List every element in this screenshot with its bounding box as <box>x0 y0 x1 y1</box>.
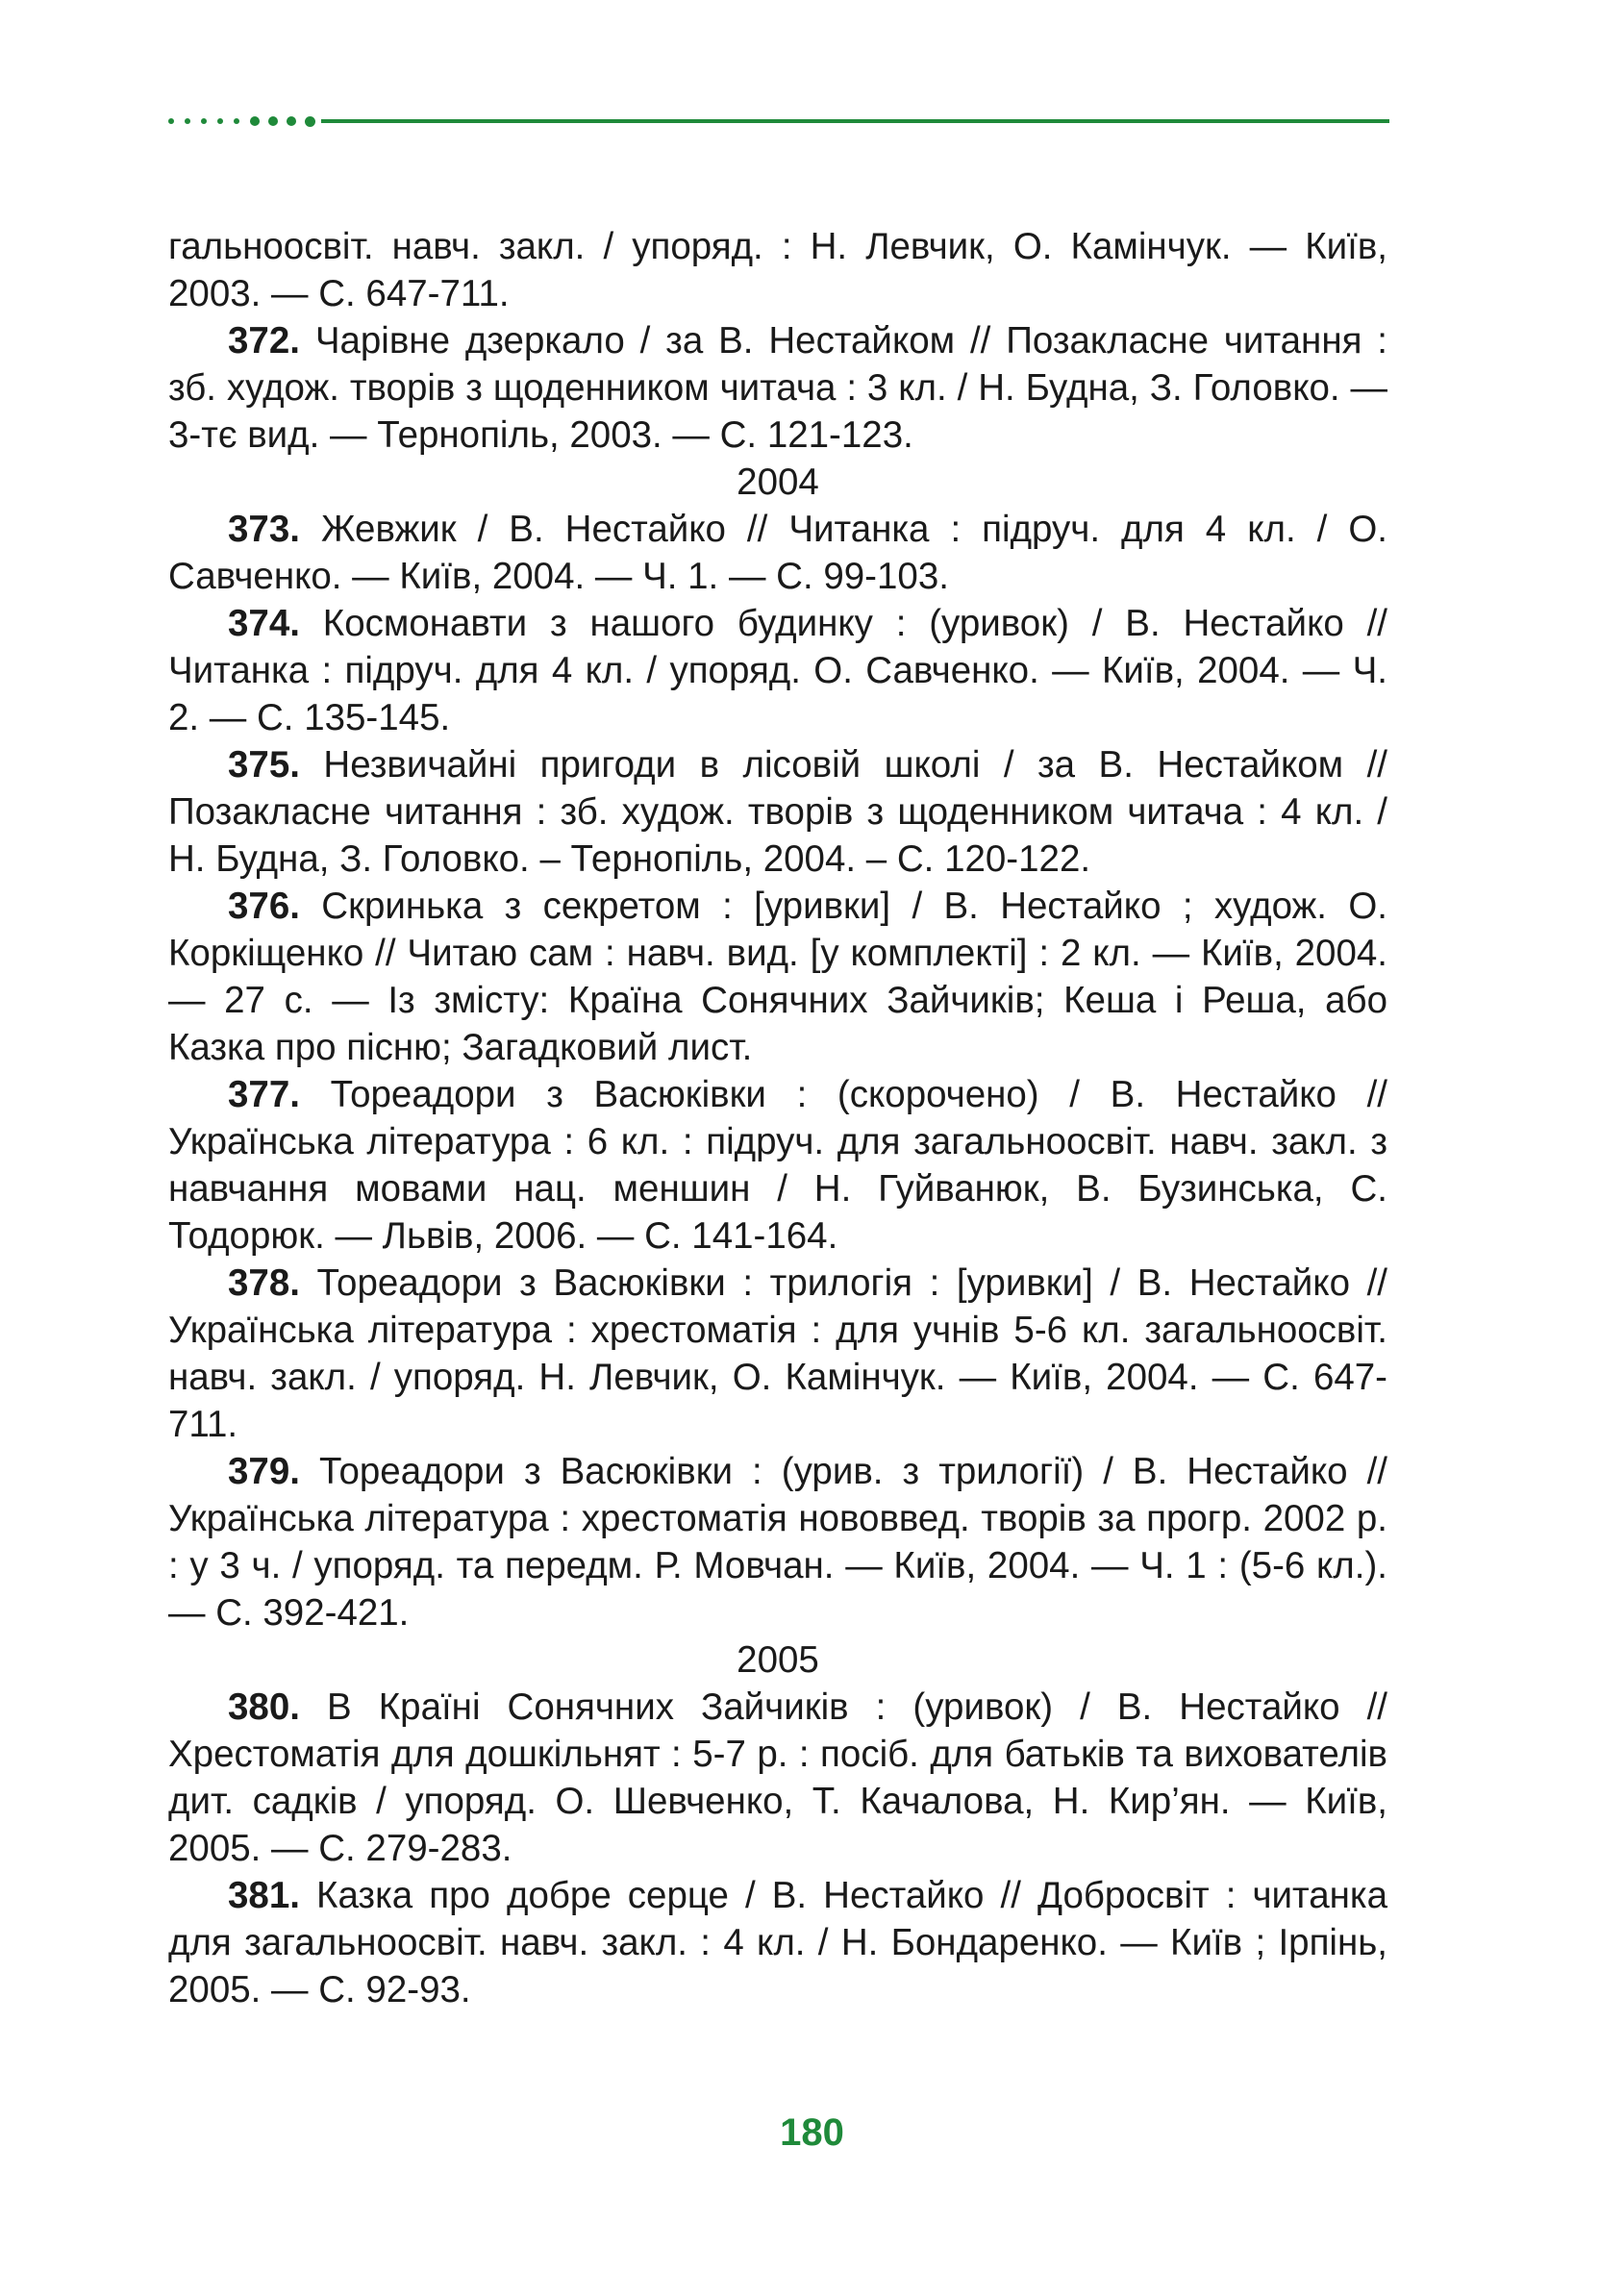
entry-text: Жевжик / В. Нестайко // Читанка : підруч. для 4 кл. / О. Савченко. — Київ, 2004. — Ч. 1. — С. 99-103. <box>168 509 1387 597</box>
rule-dot <box>268 116 278 126</box>
entry-text: Космонавти з нашого будинку : (уривок) / В. Нестайко // Читанка : підруч. для 4 кл. / упоряд. О. Савченко. — Київ, 2004. — Ч. 2. — С. 135-145. <box>168 603 1387 738</box>
entry-375 <box>168 741 1387 883</box>
entry-text: Тореадори з Васюківки : трилогія : [уривки] / В. Нестайко // Українська література : хрестоматія : для учнів 5-6 кл. загальноосвіт. навч. закл. / упоряд. Н. Левчик, О. Камінчук. — Київ, 2004. — С. 647-711. <box>168 1262 1387 1445</box>
rule-dot <box>305 116 315 127</box>
entry-text: Тореадори з Васюківки : (скорочено) / В. Нестайко // Українська література : 6 кл. : підруч. для загальноосвіт. навч. закл. з навчання мовами нац. меншин / Н. Гуйванюк, В. Бузинська, С. Тодорюк. — Львів, 2006. — С. 141-164. <box>168 1074 1387 1257</box>
header-rule <box>168 113 1389 129</box>
entry-372 <box>168 317 1387 459</box>
bibliography-list <box>168 223 1387 2013</box>
entry-377 <box>168 1071 1387 1260</box>
entry-number: 378. <box>228 1262 300 1304</box>
entry-380 <box>168 1684 1387 1872</box>
rule-dot <box>250 116 260 126</box>
entry-381 <box>168 1872 1387 2013</box>
entry-text: Казка про добре серце / В. Нестайко // Добросвіт : читанка для загальноосвіт. навч. закл. : 4 кл. / Н. Бондаренко. — Київ ; Ірпінь, 2005. — С. 92-93. <box>168 1875 1388 2010</box>
continuation-text: гальноосвіт. навч. закл. / упоряд. : Н. Левчик, О. Камінчук. — Київ, 2003. — С. 647-711. <box>168 226 1387 314</box>
rule-dot <box>217 118 223 124</box>
entry-text: Скринька з секретом : [уривки] / В. Нестайко ; худож. О. Коркіщенко // Читаю сам : навч. вид. [у комплекті] : 2 кл. — Київ, 2004. — 27 с. — Із змісту: Країна Сонячних Зайчиків; Кеша і Реша, або Казка про пісню; Загадковий лист. <box>168 886 1387 1068</box>
rule-dot <box>234 118 239 124</box>
entry-376 <box>168 883 1387 1071</box>
entry-text: Незвичайні пригоди в лісовій школі / за В. Нестайком // Позакласне читання : зб. худож. творів з щоденником читача : 4 кл. / Н. Будна, З. Головко. – Тернопіль, 2004. – С. 120-122. <box>168 744 1387 880</box>
rule-dot <box>201 118 207 124</box>
entry-text: Чарівне дзеркало / за В. Нестайком // Позакласне читання : зб. худож. творів з щоденником читача : 3 кл. / Н. Будна, З. Головко. — 3-тє вид. — Тернопіль, 2003. — С. 121-123. <box>168 320 1387 456</box>
entry-number: 375. <box>228 744 300 786</box>
year-heading-2004: 2004 <box>737 462 819 503</box>
entry-number: 376. <box>228 886 300 927</box>
entry-number: 372. <box>228 320 300 362</box>
entry-373 <box>168 506 1387 600</box>
year-heading-2005: 2005 <box>737 1639 819 1681</box>
entry-number: 379. <box>228 1451 300 1492</box>
entry-number: 373. <box>228 509 300 550</box>
entry-378 <box>168 1260 1387 1448</box>
entry-374 <box>168 600 1387 741</box>
entry-number: 380. <box>228 1686 300 1728</box>
rule-line <box>321 119 1389 123</box>
rule-dot <box>168 118 174 124</box>
entry-number: 377. <box>228 1074 300 1115</box>
entry-379 <box>168 1448 1387 1636</box>
rule-dot <box>287 116 296 126</box>
rule-dot <box>185 118 190 124</box>
entry-number: 381. <box>228 1875 300 1916</box>
entry-text: В Країні Сонячних Зайчиків : (уривок) / В. Нестайко // Хрестоматія для дошкільнят : 5-7 р. : посіб. для батьків та вихователів дит. садків / упоряд. О. Шевченко, Т. Качалова, Н. Кир’ян. — Київ, 2005. — С. 279-283. <box>168 1686 1387 1869</box>
page-number: 180 <box>780 2111 844 2154</box>
entry-text: Тореадори з Васюківки : (урив. з трилогії) / В. Нестайко // Українська література : хрестоматія нововвед. творів за прогр. 2002 р. : у 3 ч. / упоряд. та передм. Р. Мовчан. — Київ, 2004. — Ч. 1 : (5-6 кл.). — С. 392-421. <box>168 1451 1387 1634</box>
entry-number: 374. <box>228 603 300 644</box>
